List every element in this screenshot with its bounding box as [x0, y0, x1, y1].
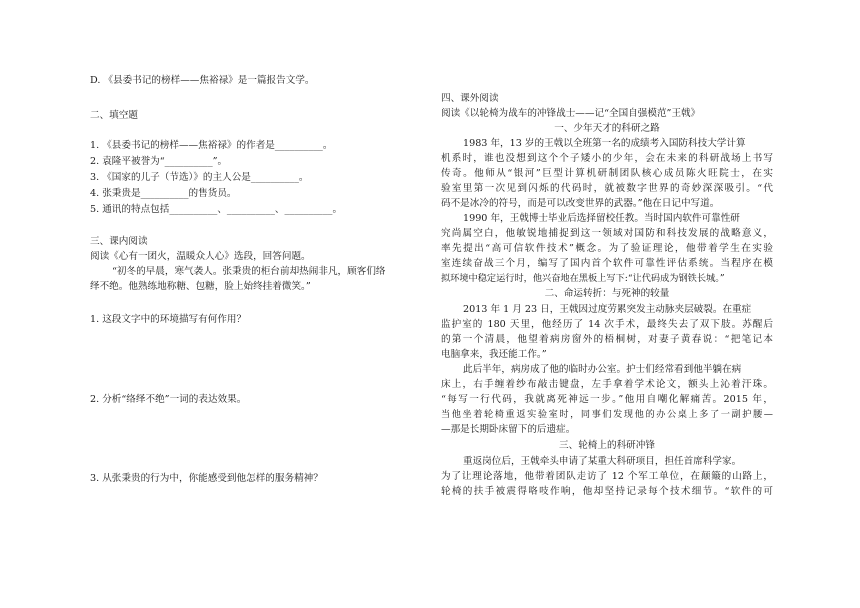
- p4-line-1: 此后半年，病房成了他的临时办公室。护士们经常看到他半躺在病: [463, 364, 742, 375]
- p5-line-2: 为了让理论落地，他带着团队走访了 12 个军工单位，在颠簸的山路上，: [441, 471, 773, 482]
- p1-line-5: 码不是冰冷的符号，而是可以改变世界的武器。”他在日记中写道。: [441, 198, 720, 209]
- p1-line-3: 传奇。他师从“银河”巨型计算机研制团队核心成员陈火旺院士，在实: [441, 168, 773, 179]
- excerpt-line-1: “初冬的早晨，寒气袭人。张秉贵的柜台前却热闹非凡，顾客们络: [112, 266, 386, 277]
- p4-line-2: 床上，右手缠着纱布敲击键盘，左手拿着学术论文，额头上沁着汗珠。: [441, 379, 773, 390]
- p3-line-1: 2013 年 1 月 23 日，王戟因过度劳累突发主动脉夹层破裂。在重症: [463, 304, 752, 315]
- fill-item-3: 3. 《国家的儿子（节选）》的主人公是__________。: [90, 172, 309, 183]
- p3-line-2: 监护室的 180 天里，他经历了 14 次手术，最终失去了双下肢。苏醒后: [441, 319, 773, 330]
- p1-line-2: 机系时，谁也没想到这个个子矮小的少年，会在未来的科研战场上书写: [441, 153, 773, 164]
- article-title: 阅读《以轮椅为战车的冲锋战士——记“全国自强模范”王戟》: [441, 108, 701, 119]
- excerpt-line-2: 绎不绝。他熟练地称糖、包糖，脸上始终挂着微笑。”: [90, 281, 311, 292]
- p2-line-3: 率先提出“高可信软件技术”概念。为了验证理论，他带着学生在实验: [441, 243, 773, 254]
- question-2: 2. 分析“络绎不绝”一词的表达效果。: [90, 394, 247, 405]
- fill-item-2: 2. 袁隆平被誉为“__________”。: [90, 156, 228, 167]
- p5-line-1: 重返岗位后，王戟牵头申请了某重大科研项目，担任首席科学家。: [463, 456, 742, 467]
- p4-line-5: —那是长期卧床留下的后遗症。: [441, 424, 576, 435]
- fill-item-5: 5. 通讯的特点包括__________、__________、__________。: [90, 204, 343, 215]
- question-1: 1. 这段文字中的环境描写有何作用？: [90, 314, 247, 325]
- p4-line-4: 当他坐着轮椅重返实验室时，同事们发现他的办公桌上多了一副护腰—: [441, 409, 773, 420]
- p2-line-5: 拟环境中稳定运行时，他兴奋地在黑板上写下:“让代码成为钢铁长城。”: [441, 273, 725, 284]
- p3-line-4: 电脑拿来，我还能工作。”: [441, 349, 547, 360]
- section-two-title: 二、填空题: [90, 110, 138, 121]
- p1-line-1: 1983 年，13 岁的王戟以全班第一名的成绩考入国防科技大学计算: [463, 138, 746, 149]
- fill-item-4: 4. 张秉贵是__________的售货员。: [90, 188, 237, 199]
- p2-line-2: 究尚属空白，他敏锐地捕捉到这一领域对国防和科技发展的战略意义，: [441, 228, 773, 239]
- p2-line-1: 1990 年，王戟博士毕业后选择留校任教。当时国内软件可靠性研: [463, 213, 740, 224]
- section-four-title: 四、课外阅读: [441, 93, 499, 104]
- p2-line-4: 室连续奋战三个月，编写了国内首个软件可靠性评估系统。当程序在模: [441, 258, 773, 269]
- reading-intro: 阅读《心有一团火，温暖众人心》选段，回答问题。: [90, 251, 311, 262]
- subheading-2: 二、命运转折：与死神的较量: [544, 288, 670, 299]
- subheading-1: 一、少年天才的科研之路: [554, 123, 660, 134]
- option-d: D. 《县委书记的榜样——焦裕禄》是一篇报告文学。: [90, 75, 315, 86]
- p3-line-3: 的第一个清晨，他望着病房窗外的梧桐树，对妻子黄春说：“把笔记本: [441, 334, 773, 345]
- section-three-title: 三、课内阅读: [90, 236, 148, 247]
- question-3: 3. 从张秉贵的行为中，你能感受到他怎样的服务精神？: [90, 473, 323, 484]
- subheading-3: 三、轮椅上的科研冲锋: [559, 440, 655, 451]
- p1-line-4: 验室里第一次见到闪烁的代码时，就被数字世界的奇妙深深吸引。“代: [441, 183, 773, 194]
- p4-line-3: “每写一行代码，我就离死神远一步。”他用自嘲化解痛苦。2015 年，: [441, 394, 773, 405]
- p5-line-3: 轮椅的扶手被震得咯吱作响，他却坚持记录每个技术细节。“软件的可: [441, 486, 773, 497]
- fill-item-1: 1. 《县委书记的榜样——焦裕禄》的作者是__________。: [90, 140, 333, 151]
